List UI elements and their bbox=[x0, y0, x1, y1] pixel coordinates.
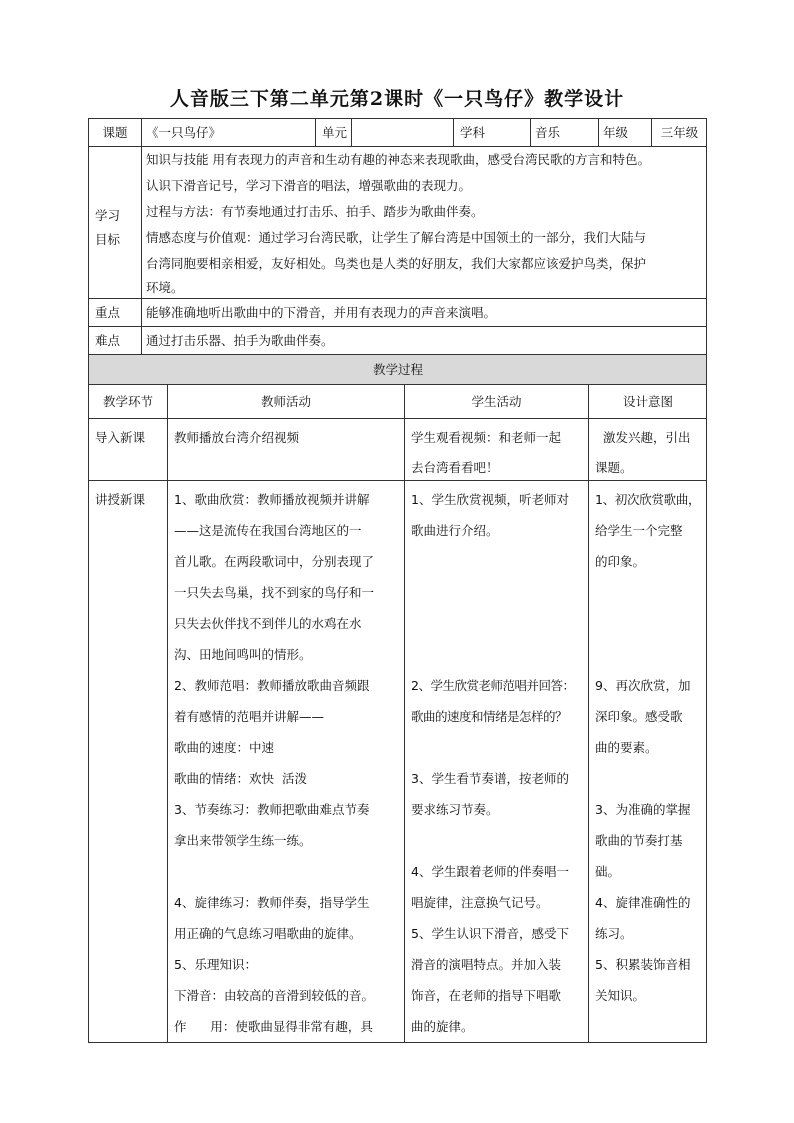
key-point-label-cell: 重点 bbox=[88, 298, 141, 326]
teacher-line: 1、歌曲欣赏：教师播放视频并讲解 bbox=[174, 492, 370, 507]
teacher-line: 下滑音：由较高的音滑到较低的音。 bbox=[174, 988, 375, 1003]
goals-line: 情感态度与价值观：通过学习台湾民歌，让学生了解台湾是中国领土的一部分，我们大陆与 bbox=[146, 230, 647, 245]
lecture-stage-cell bbox=[88, 480, 167, 1043]
purpose-line: 给学生一个完整 bbox=[595, 523, 683, 538]
process-section-title: 教学过程 bbox=[88, 354, 707, 384]
purpose-line: 3、为准确的掌握 bbox=[595, 802, 691, 817]
student-line: 滑音的演唱特点。并加入装 bbox=[411, 957, 562, 972]
goals-line: 认识下滑音记号，学习下滑音的唱法，增强歌曲的表现力。 bbox=[146, 178, 472, 193]
teacher-line: 4、旋律练习：教师伴奏，指导学生 bbox=[174, 895, 370, 910]
col-header-stage: 教学环节 bbox=[88, 384, 167, 418]
teacher-line: 5、乐理知识： bbox=[174, 957, 257, 972]
teacher-line: 作 用：使歌曲显得非常有趣，具 bbox=[174, 1019, 373, 1034]
teacher-line: 用正确的气息练习唱歌曲的旋律。 bbox=[174, 926, 362, 941]
unit-label-cell: 单元 bbox=[315, 118, 351, 146]
purpose-line: 曲的要素。 bbox=[595, 740, 658, 755]
intro-purpose-cell bbox=[588, 418, 707, 480]
student-line: 唱旋律，注意换气记号。 bbox=[411, 895, 549, 910]
intro-teacher-line: 教师播放台湾介绍视频 bbox=[174, 430, 300, 445]
goals-content-cell bbox=[141, 146, 707, 298]
topic-label-cell: 课题 bbox=[88, 118, 141, 146]
student-line: 2、学生欣赏老师范唱并回答： bbox=[411, 678, 575, 693]
intro-student-line: 去台湾看看吧！ bbox=[411, 460, 499, 475]
lecture-stage: 讲授新课 bbox=[95, 492, 146, 507]
intro-stage-cell bbox=[88, 418, 167, 480]
subject-value-cell: 音乐 bbox=[530, 118, 598, 146]
goals-line: 知识与技能 用有表现力的声音和生动有趣的神态来表现歌曲，感受台湾民歌的方言和特色。 bbox=[146, 152, 650, 167]
intro-stage: 导入新课 bbox=[95, 430, 146, 445]
purpose-line: 9、再次欣赏，加 bbox=[595, 678, 691, 693]
teacher-line: 沟、田地间鸣叫的情形。 bbox=[174, 647, 312, 662]
page-title: 人音版三下第二单元第2课时《一只鸟仔》教学设计 bbox=[169, 88, 625, 110]
goals-line: 环境。 bbox=[146, 280, 184, 295]
intro-student-line: 学生观看视频：和老师一起 bbox=[411, 430, 562, 445]
intro-purpose-line: 课题。 bbox=[595, 460, 633, 475]
teacher-line: ——这是流传在我国台湾地区的一 bbox=[174, 523, 362, 538]
grade-label-cell: 年级 bbox=[598, 118, 651, 146]
purpose-line: 深印象。感受歌 bbox=[595, 709, 683, 724]
student-line: 歌曲的速度和情绪是怎样的？ bbox=[411, 709, 568, 724]
teacher-line: 只失去伙伴找不到伴儿的水鸡在水 bbox=[174, 616, 362, 631]
lecture-purpose-cell bbox=[588, 480, 707, 1043]
key-point-text-cell: 能够准确地听出歌曲中的下滑音，并用有表现力的声音来演唱。 bbox=[141, 298, 707, 326]
student-line: 歌曲进行介绍。 bbox=[411, 523, 499, 538]
intro-student-cell bbox=[404, 418, 588, 480]
student-line: 4、学生跟着老师的伴奏唱一 bbox=[411, 864, 569, 879]
topic-value-cell: 《一只鸟仔》 bbox=[141, 118, 315, 146]
purpose-line: 1、初次欣赏歌曲， bbox=[595, 492, 701, 507]
intro-teacher-cell bbox=[167, 418, 404, 480]
student-line: 3、学生看节奏谱，按老师的 bbox=[411, 771, 569, 786]
teacher-line: 着有感情的范唱并讲解—— bbox=[174, 709, 325, 724]
purpose-line: 的印象。 bbox=[595, 554, 646, 569]
goals-label-cell bbox=[88, 146, 141, 298]
teacher-line: 首儿歌。在两段歌词中，分别表现了 bbox=[174, 554, 375, 569]
purpose-line: 歌曲的节奏打基 bbox=[595, 833, 683, 848]
teacher-line: 歌曲的情绪：欢快 活泼 bbox=[174, 771, 307, 786]
teacher-line: 3、节奏练习：教师把歌曲难点节奏 bbox=[174, 802, 370, 817]
student-line: 1、学生欣赏视频，听老师对 bbox=[411, 492, 569, 507]
teacher-line: 一只失去鸟巢，找不到家的鸟仔和一 bbox=[174, 585, 375, 600]
col-header-teacher: 教师活动 bbox=[167, 384, 404, 418]
difficulty-text-cell: 通过打击乐器、拍手为歌曲伴奏。 bbox=[141, 326, 707, 354]
difficulty-label-cell: 难点 bbox=[88, 326, 141, 354]
teacher-line: 2、教师范唱：教师播放歌曲音频跟 bbox=[174, 678, 370, 693]
goals-label-line1: 学习 bbox=[95, 208, 121, 223]
grade-value-cell: 三年级 bbox=[651, 118, 707, 146]
subject-label-cell: 学科 bbox=[453, 118, 530, 146]
goals-line: 台湾同胞要相亲相爱，友好相处。鸟类也是人类的好朋友，我们大家都应该爱护鸟类，保护 bbox=[146, 256, 647, 271]
teacher-line: 歌曲的速度：中速 bbox=[174, 740, 275, 755]
purpose-line: 关知识。 bbox=[595, 988, 646, 1003]
purpose-line: 练习。 bbox=[595, 926, 633, 941]
col-header-purpose: 设计意图 bbox=[588, 384, 707, 418]
student-line: 要求练习节奏。 bbox=[411, 802, 499, 817]
goals-label-line2: 目标 bbox=[95, 232, 121, 247]
student-line: 5、学生认识下滑音，感受下 bbox=[411, 926, 569, 941]
col-header-student: 学生活动 bbox=[404, 384, 588, 418]
teacher-line: 拿出来带领学生练一练。 bbox=[174, 833, 312, 848]
intro-purpose-line: 激发兴趣，引出 bbox=[595, 430, 691, 445]
student-line: 饰音，在老师的指导下唱歌 bbox=[411, 988, 562, 1003]
goals-line: 过程与方法：有节奏地通过打击乐、拍手、踏步为歌曲伴奏。 bbox=[146, 204, 484, 219]
lecture-teacher-cell bbox=[167, 480, 404, 1043]
student-line: 曲的旋律。 bbox=[411, 1019, 474, 1034]
lecture-student-cell bbox=[404, 480, 588, 1043]
purpose-line: 4、旋律准确性的 bbox=[595, 895, 691, 910]
purpose-line: 5、积累装饰音相 bbox=[595, 957, 691, 972]
unit-value-cell bbox=[351, 118, 453, 146]
purpose-line: 础。 bbox=[595, 864, 621, 879]
